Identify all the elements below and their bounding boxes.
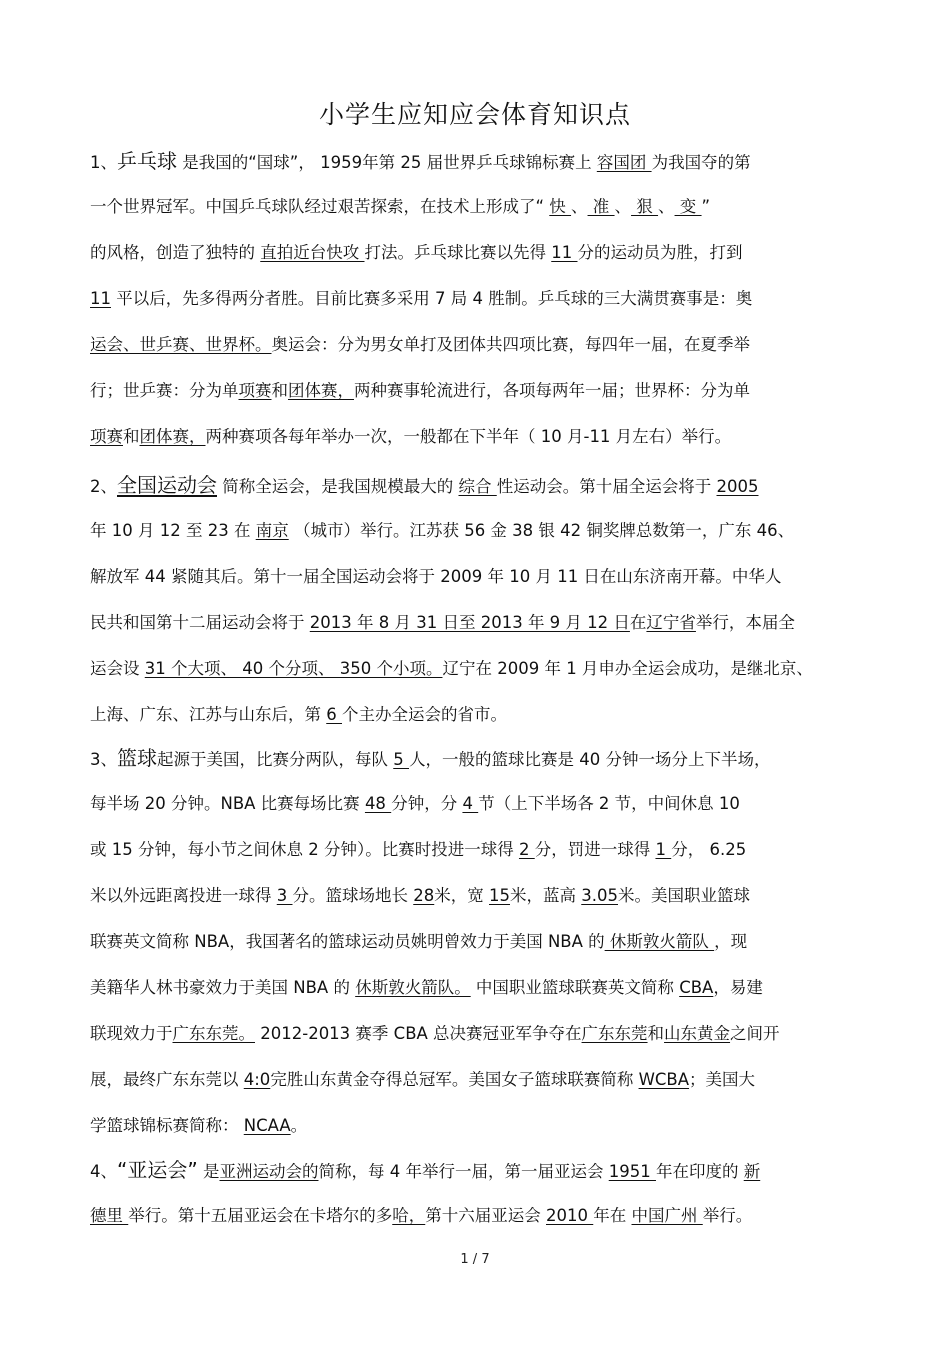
text-segment: ，现	[714, 932, 748, 951]
answer-blank: 狠	[631, 197, 659, 216]
text-line	[90, 322, 860, 368]
text-segment: 每半场 20 分钟。NBA 比赛每场比赛	[90, 794, 365, 813]
text-segment: 在	[629, 613, 647, 632]
answer-blank: 11	[90, 289, 111, 308]
answer-blank: 快	[549, 197, 572, 216]
answer-blank: 中国广州	[631, 1206, 703, 1225]
answer-blank: 2010	[546, 1206, 594, 1225]
answer-blank: 容国团	[596, 153, 652, 172]
text-segment: 美籍华人林书豪效力于美国 NBA 的	[90, 978, 356, 997]
text-segment: 个主办全运会的省市。	[342, 705, 507, 724]
answer-blank: 2013 年 8 月 31 日至 2013 年 9 月 12 日	[309, 613, 630, 632]
answer-blank: 2005	[716, 477, 759, 496]
answer-blank: WCBA	[638, 1070, 690, 1089]
text-segment: 人，一般的篮球比赛是 40 分钟一场分上下半场，	[409, 750, 771, 769]
answer-blank: 综合	[458, 477, 497, 496]
answer-blank: 项赛	[238, 381, 272, 400]
text-segment: ，易建	[713, 978, 763, 997]
text-segment: 上海、广东、江苏与山东后，第	[90, 705, 327, 724]
section-asian-games	[90, 1147, 860, 1239]
text-line	[90, 735, 860, 781]
text-segment: ”	[701, 197, 711, 216]
text-segment: 1、	[90, 153, 117, 172]
text-line	[90, 919, 860, 965]
text-segment: 之间开	[730, 1024, 780, 1043]
answer-blank: 运会、世乒赛、世界杯。	[90, 335, 272, 354]
text-segment: 米，蓝高	[510, 886, 582, 905]
page-number: 1 / 7	[460, 1252, 490, 1267]
answer-blank: 辽宁省	[646, 613, 696, 632]
text-segment: 分，罚进一球得	[534, 840, 656, 859]
text-segment: 4、	[90, 1162, 117, 1181]
answer-blank: 直拍近台快攻	[260, 243, 365, 262]
text-segment: 运会设	[90, 659, 145, 678]
answer-blank: 新	[743, 1162, 761, 1181]
answer-blank: 4	[462, 794, 479, 813]
section-national-games	[90, 462, 860, 738]
text-segment: 和	[647, 1024, 665, 1043]
answer-blank: 1951	[608, 1162, 656, 1181]
text-segment: ；美国大	[689, 1070, 756, 1089]
section-table-tennis	[90, 138, 860, 460]
text-line	[90, 276, 860, 322]
text-segment: 完胜山东黄金夺得总冠军。美国女子篮球联赛简称	[270, 1070, 639, 1089]
answer-blank: 德里	[90, 1206, 129, 1225]
text-segment: 、	[571, 197, 588, 216]
text-segment: 奥运会：分为男女单打及团体共四项比赛，每四年一届，在夏季举	[271, 335, 750, 354]
answer-blank: 5	[393, 750, 409, 769]
answer-blank: 团体赛，	[288, 381, 354, 400]
answer-blank: 31 个大项、 40 个分项、 350 个小项。	[144, 659, 443, 678]
text-segment: 分钟，分	[391, 794, 463, 813]
text-segment: 、	[658, 197, 675, 216]
text-segment: 为我国夺的第	[651, 153, 751, 172]
text-segment: 民共和国第十二届运动会将于	[90, 613, 310, 632]
text-line	[90, 230, 860, 276]
text-segment: 的风格，创造了独特的	[90, 243, 261, 262]
text-segment: 年在	[593, 1206, 632, 1225]
answer-blank: 休斯敦火箭队。	[355, 978, 471, 997]
text-line	[90, 873, 860, 919]
answer-blank: 休斯敦火箭队	[604, 932, 715, 951]
text-line	[90, 1193, 860, 1239]
text-segment: “亚运会”	[117, 1158, 198, 1182]
text-segment: 和	[271, 381, 288, 400]
text-line	[90, 692, 860, 738]
text-line	[90, 1057, 860, 1103]
text-segment: （城市）举行。江苏获 56 金 38 银 42 铜奖牌总数第一，广东 46、	[288, 521, 795, 540]
text-segment: 、	[614, 197, 632, 216]
text-line	[90, 184, 860, 230]
text-segment: 3、	[90, 750, 117, 769]
answer-blank: CBA	[679, 978, 714, 997]
text-line	[90, 646, 860, 692]
text-segment: 米以外远距离投进一球得	[90, 886, 277, 905]
answer-blank: 1	[655, 840, 672, 859]
answer-blank: 15	[489, 886, 510, 905]
answer-blank: 3	[276, 886, 293, 905]
text-segment: 第十六届亚运会	[425, 1206, 546, 1225]
text-segment: 一个世界冠军。中国乒乓球队经过艰苦探索，在技术上形成了“	[90, 197, 550, 216]
text-segment: 解放军 44 紧随其后。第十一届全国运动会将于 2009 年 10 月 11 日在山东济南开幕。中华人	[90, 567, 782, 586]
answer-blank: 山东黄金	[664, 1024, 731, 1043]
text-segment: 。	[290, 1116, 308, 1135]
text-line	[90, 965, 860, 1011]
answer-blank: 28	[413, 886, 435, 905]
text-segment: 举行。	[702, 1206, 753, 1225]
text-segment: 分的运动员为胜，打到	[577, 243, 743, 262]
text-segment: 起源于美国，比赛分两队，每队	[157, 750, 394, 769]
text-segment: 和	[123, 427, 140, 446]
text-line	[90, 508, 860, 554]
text-line	[90, 554, 860, 600]
text-segment: 乒乓球	[117, 149, 177, 173]
text-segment: 2012-2013 赛季 CBA 总决赛冠亚军争夺在	[255, 1024, 582, 1043]
text-segment: 联现效力于	[90, 1024, 173, 1043]
text-segment: 两种赛事轮流进行，各项每两年一届；世界杯：分为单	[354, 381, 750, 400]
text-line	[90, 1011, 860, 1057]
text-line	[90, 1147, 860, 1193]
text-segment: 年在印度的	[655, 1162, 744, 1181]
text-line	[90, 462, 860, 508]
text-line	[90, 1103, 860, 1149]
section-basketball	[90, 735, 860, 1149]
text-line	[90, 600, 860, 646]
text-segment: 是我国的“国球”， 1959年第 25 届世界乒乓球锦标赛上	[177, 153, 597, 172]
text-segment: 2、	[90, 477, 117, 496]
answer-blank: 项赛	[90, 427, 123, 446]
answer-blank: 6	[326, 705, 342, 724]
text-segment: 分， 6.25	[671, 840, 747, 859]
text-segment: 简称全运会，是我国规模最大的	[217, 477, 459, 496]
answer-blank: NCAA	[243, 1116, 291, 1135]
text-segment: 分。篮球场地长	[292, 886, 414, 905]
text-segment: 行；世乒赛：分为单	[90, 381, 239, 400]
answer-blank: 广东东莞。	[172, 1024, 255, 1043]
answer-blank: 2	[518, 840, 535, 859]
answer-blank: 广东东莞	[581, 1024, 648, 1043]
answer-blank: 准	[587, 197, 615, 216]
answer-blank: 南京	[255, 521, 289, 540]
answer-blank: 4:0	[243, 1070, 271, 1089]
text-line	[90, 781, 860, 827]
text-segment: 两种赛项各每年举办一次，一般都在下半年（ 10 月-11 月左右）举行。	[205, 427, 732, 446]
text-segment: 联赛英文简称 NBA，我国著名的篮球运动员姚明曾效力于美国 NBA 的	[90, 932, 605, 951]
answer-blank: 哈，	[392, 1206, 426, 1225]
answer-blank: 全国运动会	[117, 473, 217, 497]
answer-blank: 3.05	[581, 886, 618, 905]
text-line	[90, 414, 860, 460]
text-segment: 米，宽	[434, 886, 489, 905]
text-line	[90, 138, 860, 184]
text-segment: 学篮球锦标赛简称：	[90, 1116, 244, 1135]
text-segment: 米。美国职业篮球	[618, 886, 750, 905]
text-segment: 年 10 月 12 至 23 在	[90, 521, 256, 540]
text-segment: 篮球	[117, 746, 157, 770]
text-segment: 举行。第十五届亚运会在卡塔尔的多	[128, 1206, 393, 1225]
text-segment: 打法。乒乓球比赛以先得	[364, 243, 552, 262]
text-segment: 展，最终广东东莞以	[90, 1070, 244, 1089]
text-segment: 节（上下半场各 2 节，中间休息 10	[478, 794, 740, 813]
text-line	[90, 827, 860, 873]
text-segment: 或 15 分钟，每小节之间休息 2 分钟）。比赛时投进一球得	[90, 840, 519, 859]
text-line	[90, 368, 860, 414]
text-segment: 举行，本届全	[695, 613, 795, 632]
answer-blank: 团体赛，	[139, 427, 206, 446]
text-segment: 性运动会。第十届全运会将于	[496, 477, 717, 496]
text-segment: 是	[197, 1162, 220, 1181]
text-segment: 简称，每 4 年举行一届，第一届亚运会	[318, 1162, 609, 1181]
text-segment: 平以后，先多得两分者胜。目前比赛多采用 7 局 4 胜制。乒乓球的三大满贯赛事是：奥	[111, 289, 753, 308]
answer-blank: 48	[364, 794, 392, 813]
answer-blank: 11	[551, 243, 578, 262]
document-title: 小学生应知应会体育知识点	[318, 100, 631, 129]
answer-blank: 亚洲运动会的	[219, 1162, 319, 1181]
text-segment: 中国职业篮球联赛英文简称	[470, 978, 680, 997]
text-segment: 辽宁在 2009 年 1 月申办全运会成功，是继北京、	[442, 659, 813, 678]
answer-blank: 变	[674, 197, 702, 216]
